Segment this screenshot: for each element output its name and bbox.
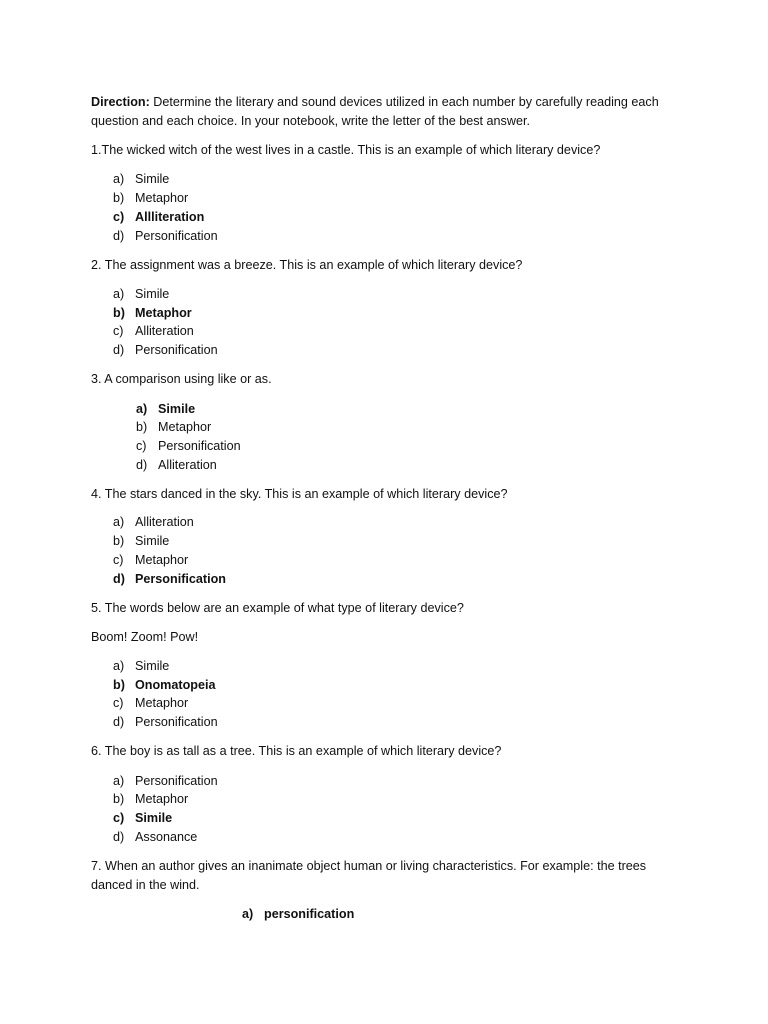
q3-option-b: [136, 418, 211, 436]
q6-option-a: [113, 772, 218, 790]
option-text: Personification: [135, 572, 226, 586]
option-letter: d): [113, 715, 125, 729]
option-text: Allliteration: [135, 210, 205, 224]
option-text: Metaphor: [135, 191, 189, 205]
option-text: Simile: [135, 172, 170, 186]
q1-option-a: [113, 170, 169, 188]
option-text: Simile: [158, 402, 196, 416]
q4-option-b: [113, 532, 169, 550]
direction-line-2: question and each choice. In your notebook, write the letter of the best answer.: [91, 114, 530, 128]
q5-option-b: [113, 676, 215, 694]
option-letter: d): [113, 830, 125, 844]
option-letter: b): [113, 191, 125, 205]
option-text: Simile: [135, 287, 170, 301]
question-5-example: Boom! Zoom! Pow!: [91, 630, 199, 644]
option-text: Onomatopeia: [135, 678, 216, 692]
q4-option-d: [113, 570, 226, 588]
q5-option-c: [113, 694, 188, 712]
option-letter: a): [242, 907, 254, 921]
option-letter: d): [113, 343, 125, 357]
q6-option-d: [113, 828, 197, 846]
question-1-prompt: 1.The wicked witch of the west lives in a castle. This is an example of which literary device?: [91, 143, 601, 157]
q1-option-c: [113, 208, 204, 226]
option-text: Alliteration: [135, 324, 194, 338]
option-letter: a): [113, 659, 125, 673]
question-7-prompt-line-2: danced in the wind.: [91, 878, 200, 892]
option-letter: b): [113, 792, 125, 806]
option-letter: b): [113, 534, 125, 548]
option-text: Alliteration: [158, 458, 217, 472]
option-letter: a): [113, 172, 125, 186]
option-letter: c): [113, 811, 125, 825]
option-letter: a): [113, 774, 125, 788]
q3-option-a: [136, 400, 195, 418]
direction-label: Direction:: [91, 95, 150, 109]
q7-option-a: [242, 905, 354, 923]
q4-option-a: [113, 513, 194, 531]
q2-option-c: [113, 322, 194, 340]
option-text: Personification: [135, 229, 218, 243]
question-4-prompt: 4. The stars danced in the sky. This is an example of which literary device?: [91, 487, 508, 501]
option-letter: a): [136, 402, 148, 416]
direction-text: Determine the literary and sound devices utilized in each number by carefully reading each: [153, 95, 659, 109]
option-text: Personification: [135, 715, 218, 729]
q2-option-b: [113, 304, 192, 322]
option-text: Personification: [135, 343, 218, 357]
option-letter: c): [113, 696, 124, 710]
option-letter: a): [113, 515, 125, 529]
option-letter: d): [136, 458, 148, 472]
option-letter: c): [136, 439, 147, 453]
question-3-prompt: 3. A comparison using like or as.: [91, 372, 272, 386]
option-text: Simile: [135, 811, 173, 825]
option-letter: a): [113, 287, 125, 301]
q1-option-b: [113, 189, 188, 207]
option-text: Personification: [135, 774, 218, 788]
q2-option-d: [113, 341, 218, 359]
q2-option-a: [113, 285, 169, 303]
question-6-prompt: 6. The boy is as tall as a tree. This is an example of which literary device?: [91, 744, 502, 758]
option-text: Metaphor: [135, 792, 189, 806]
q1-option-d: [113, 227, 218, 245]
q5-option-a: [113, 657, 169, 675]
option-text: Simile: [135, 659, 170, 673]
option-text: Metaphor: [135, 553, 189, 567]
question-2-prompt: 2. The assignment was a breeze. This is an example of which literary device?: [91, 258, 523, 272]
question-5-prompt: 5. The words below are an example of what type of literary device?: [91, 601, 464, 615]
option-letter: b): [136, 420, 148, 434]
option-letter: b): [113, 306, 125, 320]
option-text: Alliteration: [135, 515, 194, 529]
q3-option-d: [136, 456, 217, 474]
option-letter: d): [113, 572, 125, 586]
option-letter: c): [113, 210, 125, 224]
option-text: Metaphor: [158, 420, 212, 434]
option-letter: d): [113, 229, 125, 243]
direction-line-1: [91, 93, 659, 111]
option-text: Metaphor: [135, 306, 192, 320]
q4-option-c: [113, 551, 188, 569]
option-text: Assonance: [135, 830, 198, 844]
q6-option-b: [113, 790, 188, 808]
q6-option-c: [113, 809, 172, 827]
q3-option-c: [136, 437, 241, 455]
option-text: Personification: [158, 439, 241, 453]
option-letter: c): [113, 324, 124, 338]
option-letter: b): [113, 678, 125, 692]
option-text: personification: [264, 907, 355, 921]
question-7-prompt-line-1: 7. When an author gives an inanimate object human or living characteristics. For example: the trees: [91, 859, 647, 873]
option-letter: c): [113, 553, 124, 567]
option-text: Simile: [135, 534, 170, 548]
option-text: Metaphor: [135, 696, 189, 710]
q5-option-d: [113, 713, 218, 731]
